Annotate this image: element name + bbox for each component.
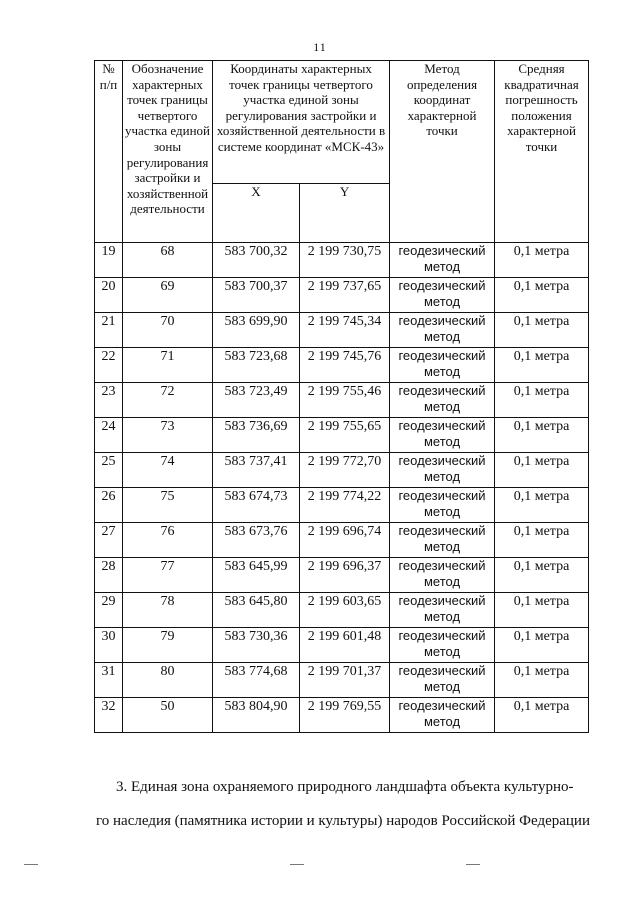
point-designation: 69	[123, 278, 213, 313]
row-number: 31	[95, 663, 123, 698]
method-cell: геодезический метод	[390, 383, 495, 418]
coord-x: 583 723,68	[213, 348, 300, 383]
coord-x: 583 736,69	[213, 418, 300, 453]
error-cell: 0,1 метра	[495, 243, 589, 278]
method-cell: геодезический метод	[390, 488, 495, 523]
coord-x: 583 774,68	[213, 663, 300, 698]
table-row	[95, 558, 589, 593]
point-designation: 72	[123, 383, 213, 418]
error-cell: 0,1 метра	[495, 628, 589, 663]
error-cell: 0,1 метра	[495, 558, 589, 593]
section-line-1: 3. Единая зона охраняемого природного ландшафта объекта культурно-	[116, 779, 574, 795]
coord-y: 2 199 603,65	[300, 593, 390, 628]
row-number: 25	[95, 453, 123, 488]
table-body	[95, 243, 589, 733]
method-cell: геодезический метод	[390, 348, 495, 383]
error-cell: 0,1 метра	[495, 453, 589, 488]
error-cell: 0,1 метра	[495, 663, 589, 698]
header-x: X	[213, 184, 300, 243]
error-cell: 0,1 метра	[495, 488, 589, 523]
coord-x: 583 699,90	[213, 313, 300, 348]
table-row	[95, 698, 589, 733]
coord-y: 2 199 601,48	[300, 628, 390, 663]
row-number: 30	[95, 628, 123, 663]
table-row	[95, 453, 589, 488]
error-cell: 0,1 метра	[495, 523, 589, 558]
table-row	[95, 313, 589, 348]
coord-x: 583 645,80	[213, 593, 300, 628]
method-cell: геодезический метод	[390, 523, 495, 558]
point-designation: 78	[123, 593, 213, 628]
coord-x: 583 723,49	[213, 383, 300, 418]
coord-x: 583 645,99	[213, 558, 300, 593]
coord-y: 2 199 745,76	[300, 348, 390, 383]
table-row	[95, 243, 589, 278]
section-line-2: го наследия (памятника истории и культуры) народов Российской Федерации	[96, 813, 590, 829]
footer-scan-marks	[0, 864, 640, 870]
header-designation: Обозначение характерных точек границы четвертого участка единой зоны регулирования застройки и хозяйственной деятельности	[123, 61, 213, 243]
coord-y: 2 199 769,55	[300, 698, 390, 733]
section-paragraph	[96, 770, 590, 838]
coord-x: 583 737,41	[213, 453, 300, 488]
table-row	[95, 523, 589, 558]
header-num: № п/п	[95, 61, 123, 243]
point-designation: 70	[123, 313, 213, 348]
point-designation: 71	[123, 348, 213, 383]
coord-y: 2 199 772,70	[300, 453, 390, 488]
coord-y: 2 199 755,65	[300, 418, 390, 453]
method-cell: геодезический метод	[390, 453, 495, 488]
table-row	[95, 488, 589, 523]
point-designation: 73	[123, 418, 213, 453]
method-cell: геодезический метод	[390, 628, 495, 663]
coord-x: 583 674,73	[213, 488, 300, 523]
method-cell: геодезический метод	[390, 313, 495, 348]
row-number: 32	[95, 698, 123, 733]
table-row	[95, 663, 589, 698]
scan-mark	[466, 864, 480, 865]
row-number: 20	[95, 278, 123, 313]
coord-y: 2 199 755,46	[300, 383, 390, 418]
coord-y: 2 199 696,74	[300, 523, 390, 558]
method-cell: геодезический метод	[390, 418, 495, 453]
point-designation: 75	[123, 488, 213, 523]
row-number: 24	[95, 418, 123, 453]
method-cell: геодезический метод	[390, 663, 495, 698]
point-designation: 76	[123, 523, 213, 558]
coord-y: 2 199 701,37	[300, 663, 390, 698]
error-cell: 0,1 метра	[495, 698, 589, 733]
coord-y: 2 199 774,22	[300, 488, 390, 523]
method-cell: геодезический метод	[390, 243, 495, 278]
error-cell: 0,1 метра	[495, 278, 589, 313]
row-number: 23	[95, 383, 123, 418]
coord-y: 2 199 696,37	[300, 558, 390, 593]
coord-y: 2 199 745,34	[300, 313, 390, 348]
coord-x: 583 700,37	[213, 278, 300, 313]
point-designation: 80	[123, 663, 213, 698]
point-designation: 77	[123, 558, 213, 593]
table-row	[95, 383, 589, 418]
row-number: 19	[95, 243, 123, 278]
error-cell: 0,1 метра	[495, 383, 589, 418]
row-number: 29	[95, 593, 123, 628]
header-coordinates: Координаты характерных точек границы четвертого участка единой зоны регулирования застройки и хозяйственной деятельности в системе координат «МСК-43»	[213, 61, 390, 184]
table-row	[95, 593, 589, 628]
table-row	[95, 278, 589, 313]
scan-mark	[290, 864, 304, 865]
point-designation: 74	[123, 453, 213, 488]
method-cell: геодезический метод	[390, 593, 495, 628]
coord-y: 2 199 730,75	[300, 243, 390, 278]
coord-x: 583 700,32	[213, 243, 300, 278]
table-row	[95, 348, 589, 383]
header-error: Средняя квадратичная погрешность положения характерной точки	[495, 61, 589, 243]
point-designation: 79	[123, 628, 213, 663]
coord-y: 2 199 737,65	[300, 278, 390, 313]
method-cell: геодезический метод	[390, 278, 495, 313]
row-number: 26	[95, 488, 123, 523]
scan-mark	[24, 864, 38, 865]
error-cell: 0,1 метра	[495, 593, 589, 628]
row-number: 27	[95, 523, 123, 558]
row-number: 21	[95, 313, 123, 348]
error-cell: 0,1 метра	[495, 313, 589, 348]
method-cell: геодезический метод	[390, 698, 495, 733]
error-cell: 0,1 метра	[495, 418, 589, 453]
point-designation: 68	[123, 243, 213, 278]
header-y: Y	[300, 184, 390, 243]
coordinates-table	[94, 60, 589, 733]
row-number: 22	[95, 348, 123, 383]
page-number: 11	[313, 40, 327, 54]
coord-x: 583 804,90	[213, 698, 300, 733]
error-cell: 0,1 метра	[495, 348, 589, 383]
point-designation: 50	[123, 698, 213, 733]
coord-x: 583 730,36	[213, 628, 300, 663]
header-method: Метод определения координат характерной точки	[390, 61, 495, 243]
table-row	[95, 418, 589, 453]
method-cell: геодезический метод	[390, 558, 495, 593]
coord-x: 583 673,76	[213, 523, 300, 558]
row-number: 28	[95, 558, 123, 593]
table-row	[95, 628, 589, 663]
